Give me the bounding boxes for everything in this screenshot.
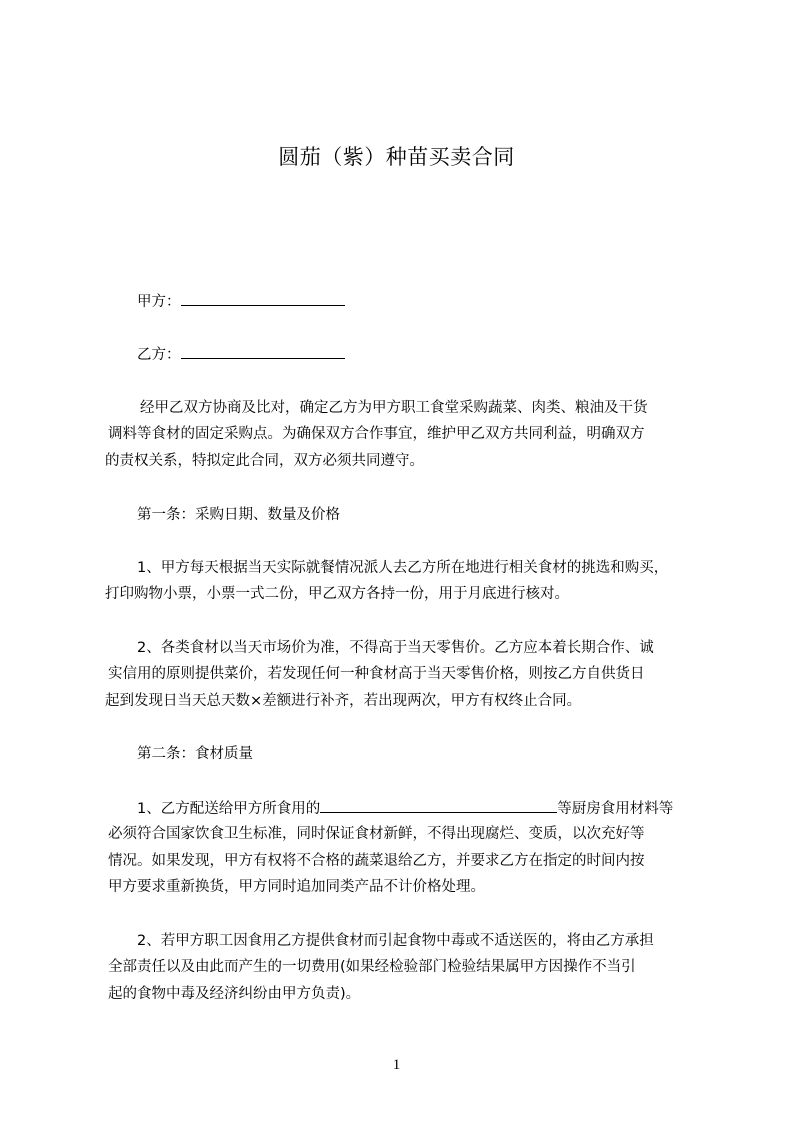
food-prefix-text: 1、乙方配送给甲方所食用的 xyxy=(137,801,321,817)
article2-clause2-line-3: 起的食物中毒及经济纠纷由甲方负责)。 xyxy=(108,986,361,1002)
page-title: 圆茄（紫）种苗买卖合同 xyxy=(278,145,515,169)
article1-clause2-line-3: 起到发现日当天总天数×差额进行补齐，若出现两次，甲方有权终止合同。 xyxy=(105,693,582,709)
article1-clause1-line-2: 打印购物小票，小票一式二份，甲乙双方各持一份，用于月底进行核对。 xyxy=(105,586,569,602)
intro-line-1: 经甲乙双方协商及比对，确定乙方为甲方职工食堂采购蔬菜、肉类、粮油及干货 xyxy=(140,400,648,416)
article2-heading: 第二条：食材质量 xyxy=(137,746,253,762)
party-a-blank[interactable] xyxy=(181,291,345,306)
article2-clause2-line-1: 2、若甲方职工因食用乙方提供食材而引起食物中毒或不适送医的，将由乙方承担 xyxy=(137,933,654,949)
article2-clause1-line-3: 情况。如果发现，甲方有权将不合格的蔬菜退给乙方，并要求乙方在指定的时间内按 xyxy=(108,853,645,869)
intro-line-2: 调料等食材的固定采购点。为确保双方合作事宜，维护甲乙双方共同利益，明确双方 xyxy=(108,426,645,442)
party-a-label: 甲方： xyxy=(137,294,181,310)
article2-clause1-line-2: 必须符合国家饮食卫生标准，同时保证食材新鲜，不得出现腐烂、变质，以次充好等 xyxy=(108,826,645,842)
food-suffix-text: 等厨房食用材料等 xyxy=(557,801,674,817)
article2-clause2-line-2: 全部责任以及由此而产生的一切费用(如果经检验部门检验结果属甲方因操作不当引 xyxy=(108,959,636,975)
article1-clause2-line-2: 实信用的原则提供菜价，若发现任何一种食材高于当天零售价格，则按乙方自供货日 xyxy=(108,666,645,682)
article1-clause2-line-1: 2、各类食材以当天市场价为准，不得高于当天零售价。乙方应本着长期合作、诚 xyxy=(137,640,654,656)
party-b-line xyxy=(137,344,345,365)
party-b-label: 乙方： xyxy=(137,347,181,363)
party-a-line xyxy=(137,291,345,312)
article2-clause1-line-4: 甲方要求重新换货，甲方同时追加同类产品不计价格处理。 xyxy=(108,879,485,895)
page-number: 1 xyxy=(392,1057,401,1073)
article1-clause1-line-1: 1、甲方每天根据当天实际就餐情况派人去乙方所在地进行相关食材的挑选和购买， xyxy=(137,560,669,576)
article2-clause1-line-1 xyxy=(137,798,673,819)
food-items-blank[interactable] xyxy=(320,798,557,813)
intro-line-3: 的责权关系，特拟定此合同，双方必须共同遵守。 xyxy=(105,453,424,469)
party-b-blank[interactable] xyxy=(181,344,345,359)
article1-heading: 第一条：采购日期、数量及价格 xyxy=(137,507,340,523)
